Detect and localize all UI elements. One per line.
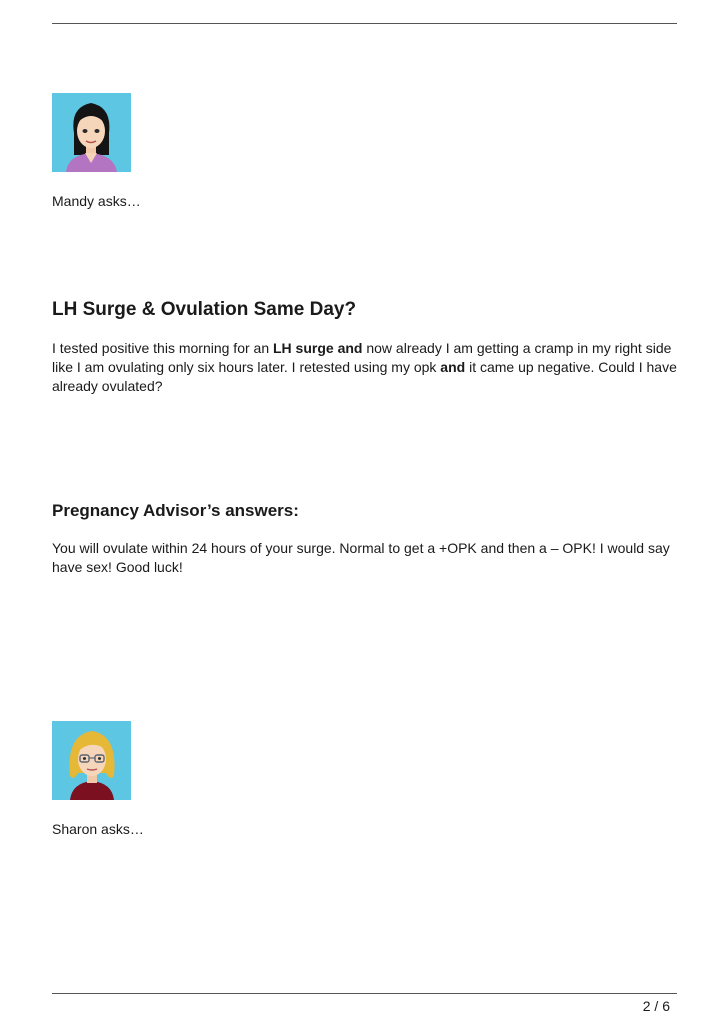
question-text: now already I am getting a cramp in my right side like I am ovulating only six hours later. I retested using my opk: [52, 340, 672, 375]
mandy-avatar-image: [52, 93, 131, 172]
asker-label: Mandy asks…: [52, 193, 141, 209]
question-body: [52, 339, 682, 396]
question-text: I tested positive this morning for an: [52, 340, 273, 356]
question-text: it came up negative. Could I have already ovulated?: [52, 359, 677, 394]
header-divider: [52, 23, 677, 24]
keyword-link[interactable]: and: [440, 359, 466, 375]
question-title: LH Surge & Ovulation Same Day?: [52, 299, 357, 320]
keyword-link[interactable]: LH surge and: [273, 340, 363, 356]
page-number: 2 / 6: [642, 998, 670, 1014]
answer-text: You will ovulate within 24 hours of your surge. Normal to get a +OPK and then a – OPK! I would say have sex! Good luck!: [52, 540, 670, 575]
answers-heading: Pregnancy Advisor’s answers:: [52, 501, 299, 520]
footer-divider: [52, 993, 677, 994]
asker-label: Sharon asks…: [52, 821, 144, 837]
sharon-avatar-image: [52, 721, 131, 800]
